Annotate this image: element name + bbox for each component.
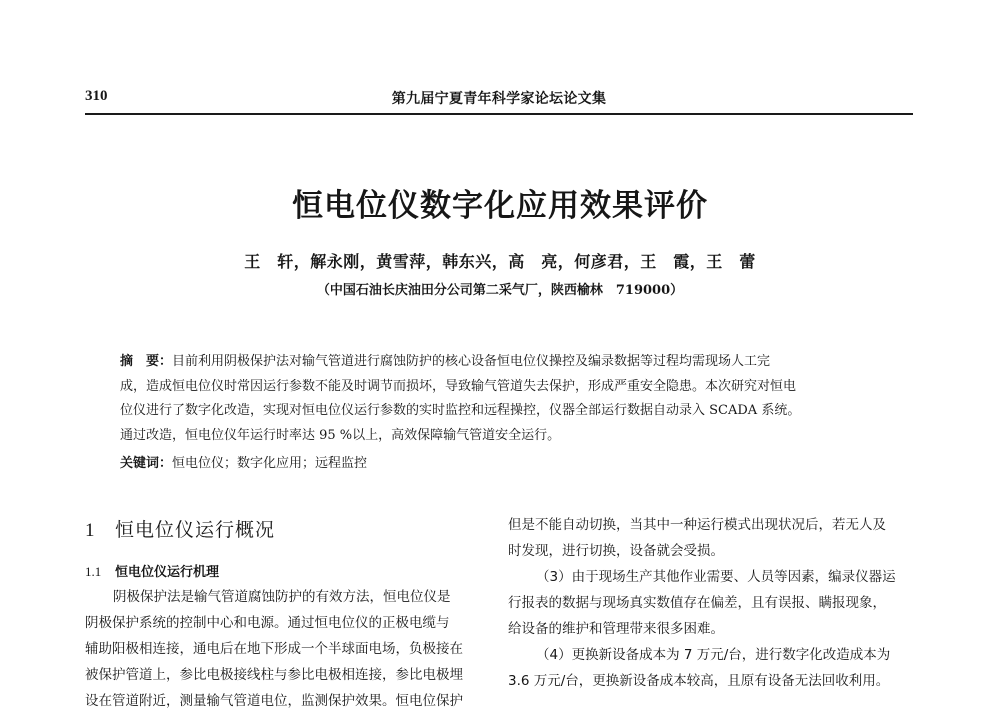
body-line: 设在管道附近，测量输气管道电位，监测保护效果。恒电位保护 (85, 693, 463, 709)
subsection-heading (85, 560, 490, 584)
subsection-number: 1.1 (85, 564, 102, 579)
abstract-label: 摘 要： (120, 354, 173, 369)
abstract-line: 成，造成恒电位仪时常因运行参数不能及时调节而损坏，导致输气管道失去保护，形成严重安全隐患。本次研究对恒电 (120, 378, 797, 394)
body-paragraph (85, 584, 490, 711)
body-line: 被保护管道上，参比电极接线柱与参比电极相连接，参比电极埋 (85, 667, 463, 683)
body-paragraph (508, 512, 913, 694)
section-title: 恒电位仪运行概况 (115, 519, 276, 541)
left-column (85, 512, 490, 711)
paper-title: 恒电位仪数字化应用效果评价 (292, 188, 708, 224)
running-header (85, 86, 913, 112)
body-line: 给设备的维护和管理带来很多困难。 (508, 621, 724, 637)
abstract-line: 位仪进行了数字化改造，实现对恒电位仪运行参数的实时监控和远程操控，仪器全部运行数据自动录入 SCADA 系统。 (120, 403, 801, 418)
body-line: 行报表的数据与现场真实数值存在偏差，且有误报、瞒报现象， (508, 595, 886, 611)
header-rule (85, 113, 913, 115)
body-line: （4）更换新设备成本为 7 万元/台，进行数字化改造成本为 (536, 647, 891, 663)
page-number: 310 (85, 88, 108, 104)
right-column (508, 512, 913, 694)
abstract (120, 350, 880, 448)
section-number: 1 (85, 520, 96, 541)
body-line: 时发现，进行切换，设备就会受损。 (508, 543, 724, 559)
body-line: 但是不能自动切换，当其中一种运行模式出现状况后，若无人及 (508, 517, 886, 533)
affiliation: （中国石油长庆油田分公司第二采气厂，陕西榆林 719000） (316, 283, 684, 298)
body-line: （3）由于现场生产其他作业需要、人员等因素，编录仪器运 (536, 569, 896, 585)
keywords-text: 恒电位仪；数字化应用；远程监控 (172, 456, 368, 471)
abstract-line: 通过改造，恒电位仪年运行时率达 95 %以上，高效保障输气管道安全运行。 (120, 427, 561, 443)
abstract-text: 目前利用阴极保护法对输气管道进行腐蚀防护的核心设备恒电位仪操控及编录数据等过程均需现场人工完 (172, 354, 771, 369)
body-line: 阴极保护系统的控制中心和电源。通过恒电位仪的正极电缆与 (85, 615, 450, 631)
body-line: 3.6 万元/台，更换新设备成本较高，且原有设备无法回收利用。 (508, 673, 890, 689)
keywords-label: 关键词： (120, 456, 173, 471)
section-heading (85, 512, 490, 548)
abstract-line (120, 350, 880, 375)
body-line: 阴极保护法是输气管道腐蚀防护的有效方法，恒电位仪是 (113, 589, 451, 605)
keywords (120, 452, 880, 476)
author-list: 王 轩，解永刚，黄雪萍，韩东兴，高 亮，何彦君，王 霞，王 蕾 (244, 252, 756, 271)
journal-name: 第九届宁夏青年科学家论坛论文集 (391, 91, 607, 107)
body-line: 辅助阳极相连接，通电后在地下形成一个半球面电场，负极接在 (85, 641, 463, 657)
subsection-title: 恒电位仪运行机理 (115, 565, 220, 580)
